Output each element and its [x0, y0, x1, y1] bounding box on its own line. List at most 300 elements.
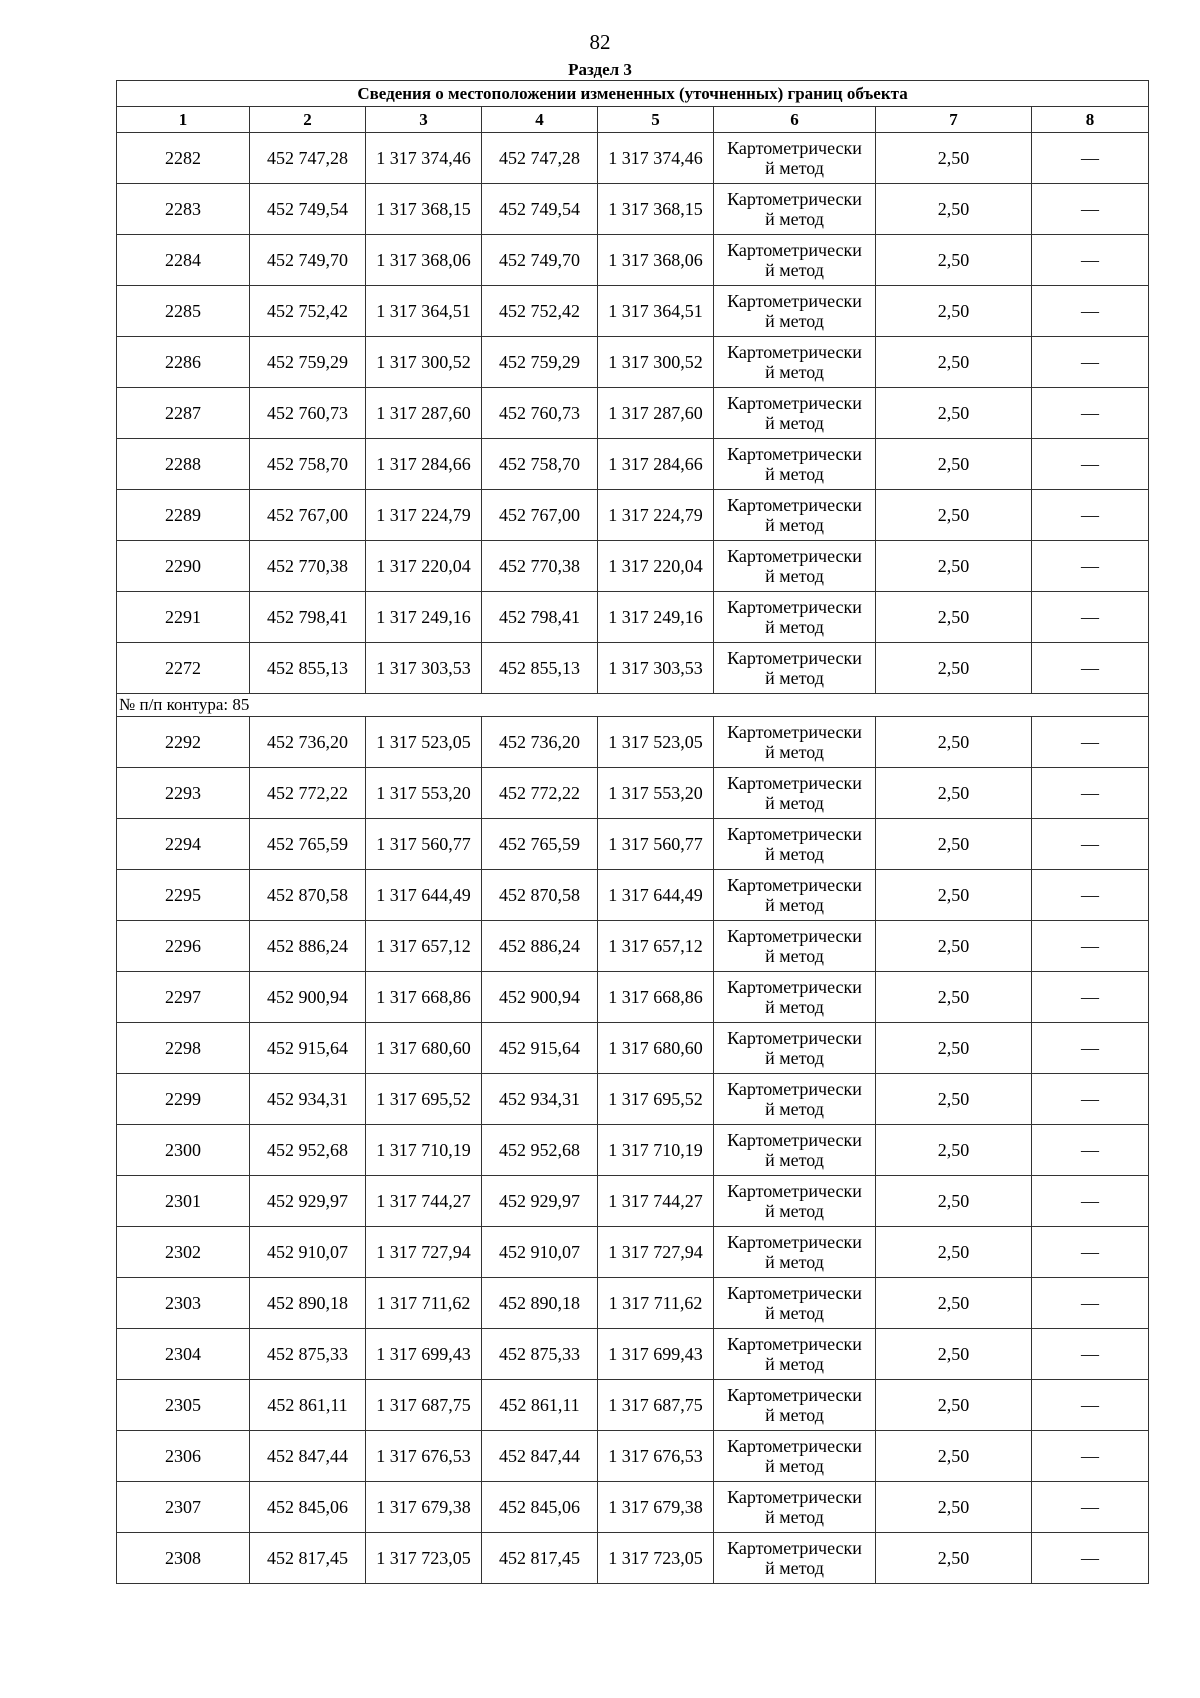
point-number-cell: 2287 [117, 388, 250, 439]
precision-cell: 2,50 [876, 1227, 1032, 1278]
x-new-cell: 452 749,70 [482, 235, 598, 286]
table-row [117, 1329, 1149, 1380]
table-row [117, 439, 1149, 490]
method-text-line2: й метод [765, 1252, 824, 1272]
y-old-cell: 1 317 368,15 [366, 184, 482, 235]
method-text-line1: Картометрически [727, 1334, 862, 1354]
table-row [117, 337, 1149, 388]
coordinates-table [116, 80, 1149, 1584]
method-text-line1: Картометрически [727, 1181, 862, 1201]
table-row [117, 921, 1149, 972]
point-number-cell: 2300 [117, 1125, 250, 1176]
table-row [117, 133, 1149, 184]
point-number-cell: 2272 [117, 643, 250, 694]
x-new-cell: 452 767,00 [482, 490, 598, 541]
description-cell: — [1032, 337, 1149, 388]
method-text-line1: Картометрически [727, 546, 862, 566]
point-number-cell: 2294 [117, 819, 250, 870]
x-old-cell: 452 845,06 [250, 1482, 366, 1533]
point-number-cell: 2306 [117, 1431, 250, 1482]
x-new-cell: 452 759,29 [482, 337, 598, 388]
point-number-cell: 2304 [117, 1329, 250, 1380]
method-text-line2: й метод [765, 1303, 824, 1323]
x-new-cell: 452 798,41 [482, 592, 598, 643]
y-old-cell: 1 317 680,60 [366, 1023, 482, 1074]
y-old-cell: 1 317 695,52 [366, 1074, 482, 1125]
table-row [117, 1023, 1149, 1074]
y-old-cell: 1 317 220,04 [366, 541, 482, 592]
y-new-cell: 1 317 284,66 [598, 439, 714, 490]
method-text-line1: Картометрически [727, 1283, 862, 1303]
method-text-line1: Картометрически [727, 1232, 862, 1252]
precision-cell: 2,50 [876, 1125, 1032, 1176]
y-new-cell: 1 317 560,77 [598, 819, 714, 870]
point-number-cell: 2305 [117, 1380, 250, 1431]
method-text-line1: Картометрически [727, 977, 862, 997]
x-new-cell: 452 758,70 [482, 439, 598, 490]
point-number-cell: 2307 [117, 1482, 250, 1533]
method-text-line2: й метод [765, 158, 824, 178]
method-cell [714, 972, 876, 1023]
y-new-cell: 1 317 303,53 [598, 643, 714, 694]
y-new-cell: 1 317 680,60 [598, 1023, 714, 1074]
x-old-cell: 452 886,24 [250, 921, 366, 972]
table-row [117, 1533, 1149, 1584]
method-text-line2: й метод [765, 1048, 824, 1068]
table-row [117, 286, 1149, 337]
description-cell: — [1032, 870, 1149, 921]
x-old-cell: 452 772,22 [250, 768, 366, 819]
precision-cell: 2,50 [876, 717, 1032, 768]
precision-cell: 2,50 [876, 643, 1032, 694]
description-cell: — [1032, 717, 1149, 768]
method-cell [714, 184, 876, 235]
method-cell [714, 1227, 876, 1278]
description-cell: — [1032, 1176, 1149, 1227]
x-old-cell: 452 758,70 [250, 439, 366, 490]
table-row [117, 1125, 1149, 1176]
point-number-cell: 2285 [117, 286, 250, 337]
method-text-line2: й метод [765, 566, 824, 586]
y-old-cell: 1 317 676,53 [366, 1431, 482, 1482]
table-caption-row [117, 81, 1149, 107]
method-cell [714, 870, 876, 921]
x-old-cell: 452 861,11 [250, 1380, 366, 1431]
method-text-line1: Картометрически [727, 240, 862, 260]
method-cell [714, 1380, 876, 1431]
point-number-cell: 2292 [117, 717, 250, 768]
y-new-cell: 1 317 300,52 [598, 337, 714, 388]
table-row [117, 643, 1149, 694]
description-cell: — [1032, 133, 1149, 184]
y-new-cell: 1 317 710,19 [598, 1125, 714, 1176]
method-text-line2: й метод [765, 895, 824, 915]
method-cell [714, 337, 876, 388]
point-number-cell: 2286 [117, 337, 250, 388]
table-row [117, 388, 1149, 439]
point-number-cell: 2293 [117, 768, 250, 819]
table-row [117, 870, 1149, 921]
method-text-line1: Картометрически [727, 1385, 862, 1405]
precision-cell: 2,50 [876, 921, 1032, 972]
table-row [117, 768, 1149, 819]
x-old-cell: 452 749,70 [250, 235, 366, 286]
contour-label: № п/п контура: 85 [117, 694, 1149, 717]
precision-cell: 2,50 [876, 133, 1032, 184]
method-text-line1: Картометрически [727, 648, 862, 668]
method-cell [714, 286, 876, 337]
x-new-cell: 452 765,59 [482, 819, 598, 870]
y-new-cell: 1 317 723,05 [598, 1533, 714, 1584]
method-cell [714, 1431, 876, 1482]
y-old-cell: 1 317 727,94 [366, 1227, 482, 1278]
description-cell: — [1032, 184, 1149, 235]
y-new-cell: 1 317 368,15 [598, 184, 714, 235]
description-cell: — [1032, 1380, 1149, 1431]
method-cell [714, 1482, 876, 1533]
table-row [117, 819, 1149, 870]
method-cell [714, 235, 876, 286]
x-old-cell: 452 952,68 [250, 1125, 366, 1176]
precision-cell: 2,50 [876, 541, 1032, 592]
column-number: 2 [250, 107, 366, 133]
y-old-cell: 1 317 687,75 [366, 1380, 482, 1431]
y-old-cell: 1 317 553,20 [366, 768, 482, 819]
method-text-line1: Картометрически [727, 1538, 862, 1558]
description-cell: — [1032, 286, 1149, 337]
precision-cell: 2,50 [876, 870, 1032, 921]
point-number-cell: 2302 [117, 1227, 250, 1278]
method-cell [714, 819, 876, 870]
point-number-cell: 2283 [117, 184, 250, 235]
method-cell [714, 1125, 876, 1176]
table-row [117, 1278, 1149, 1329]
y-old-cell: 1 317 224,79 [366, 490, 482, 541]
precision-cell: 2,50 [876, 184, 1032, 235]
precision-cell: 2,50 [876, 819, 1032, 870]
y-old-cell: 1 317 679,38 [366, 1482, 482, 1533]
table-row [117, 1482, 1149, 1533]
point-number-cell: 2303 [117, 1278, 250, 1329]
precision-cell: 2,50 [876, 768, 1032, 819]
point-number-cell: 2308 [117, 1533, 250, 1584]
y-old-cell: 1 317 744,27 [366, 1176, 482, 1227]
y-new-cell: 1 317 553,20 [598, 768, 714, 819]
precision-cell: 2,50 [876, 1278, 1032, 1329]
x-new-cell: 452 915,64 [482, 1023, 598, 1074]
x-old-cell: 452 900,94 [250, 972, 366, 1023]
precision-cell: 2,50 [876, 337, 1032, 388]
precision-cell: 2,50 [876, 1176, 1032, 1227]
method-cell [714, 1278, 876, 1329]
method-text-line2: й метод [765, 793, 824, 813]
method-text-line2: й метод [765, 742, 824, 762]
table-row [117, 184, 1149, 235]
method-text-line2: й метод [765, 1150, 824, 1170]
y-new-cell: 1 317 364,51 [598, 286, 714, 337]
table-caption: Сведения о местоположении измененных (уточненных) границ объекта [117, 81, 1149, 107]
column-number: 6 [714, 107, 876, 133]
x-old-cell: 452 765,59 [250, 819, 366, 870]
point-number-cell: 2284 [117, 235, 250, 286]
point-number-cell: 2296 [117, 921, 250, 972]
method-text-line1: Картометрически [727, 1130, 862, 1150]
y-old-cell: 1 317 364,51 [366, 286, 482, 337]
x-old-cell: 452 890,18 [250, 1278, 366, 1329]
method-text-line2: й метод [765, 1507, 824, 1527]
method-cell [714, 1533, 876, 1584]
method-cell [714, 717, 876, 768]
x-new-cell: 452 770,38 [482, 541, 598, 592]
point-number-cell: 2301 [117, 1176, 250, 1227]
description-cell: — [1032, 1329, 1149, 1380]
x-old-cell: 452 934,31 [250, 1074, 366, 1125]
y-new-cell: 1 317 368,06 [598, 235, 714, 286]
y-new-cell: 1 317 695,52 [598, 1074, 714, 1125]
x-old-cell: 452 798,41 [250, 592, 366, 643]
method-text-line1: Картометрически [727, 444, 862, 464]
column-number: 3 [366, 107, 482, 133]
point-number-cell: 2289 [117, 490, 250, 541]
method-text-line2: й метод [765, 1558, 824, 1578]
x-old-cell: 452 747,28 [250, 133, 366, 184]
description-cell: — [1032, 388, 1149, 439]
x-new-cell: 452 752,42 [482, 286, 598, 337]
description-cell: — [1032, 819, 1149, 870]
x-new-cell: 452 772,22 [482, 768, 598, 819]
x-new-cell: 452 760,73 [482, 388, 598, 439]
method-cell [714, 1176, 876, 1227]
point-number-cell: 2288 [117, 439, 250, 490]
method-text-line1: Картометрически [727, 495, 862, 515]
y-old-cell: 1 317 374,46 [366, 133, 482, 184]
table-row [117, 1176, 1149, 1227]
precision-cell: 2,50 [876, 592, 1032, 643]
y-new-cell: 1 317 220,04 [598, 541, 714, 592]
x-new-cell: 452 875,33 [482, 1329, 598, 1380]
table-row [117, 1380, 1149, 1431]
method-text-line2: й метод [765, 1456, 824, 1476]
description-cell: — [1032, 972, 1149, 1023]
precision-cell: 2,50 [876, 1023, 1032, 1074]
method-text-line1: Картометрически [727, 1487, 862, 1507]
y-new-cell: 1 317 523,05 [598, 717, 714, 768]
column-number: 7 [876, 107, 1032, 133]
table-row [117, 972, 1149, 1023]
y-new-cell: 1 317 679,38 [598, 1482, 714, 1533]
method-text-line2: й метод [765, 617, 824, 637]
method-cell [714, 388, 876, 439]
method-text-line2: й метод [765, 844, 824, 864]
contour-label-row [117, 694, 1149, 717]
y-new-cell: 1 317 374,46 [598, 133, 714, 184]
point-number-cell: 2299 [117, 1074, 250, 1125]
x-new-cell: 452 845,06 [482, 1482, 598, 1533]
x-old-cell: 452 910,07 [250, 1227, 366, 1278]
method-text-line1: Картометрически [727, 393, 862, 413]
precision-cell: 2,50 [876, 235, 1032, 286]
point-number-cell: 2282 [117, 133, 250, 184]
y-old-cell: 1 317 300,52 [366, 337, 482, 388]
point-number-cell: 2290 [117, 541, 250, 592]
method-cell [714, 541, 876, 592]
x-old-cell: 452 767,00 [250, 490, 366, 541]
y-new-cell: 1 317 744,27 [598, 1176, 714, 1227]
table-row [117, 490, 1149, 541]
x-new-cell: 452 890,18 [482, 1278, 598, 1329]
table-row [117, 1227, 1149, 1278]
method-text-line2: й метод [765, 668, 824, 688]
description-cell: — [1032, 490, 1149, 541]
precision-cell: 2,50 [876, 1329, 1032, 1380]
y-new-cell: 1 317 687,75 [598, 1380, 714, 1431]
point-number-cell: 2295 [117, 870, 250, 921]
x-old-cell: 452 875,33 [250, 1329, 366, 1380]
description-cell: — [1032, 1023, 1149, 1074]
method-cell [714, 133, 876, 184]
y-old-cell: 1 317 523,05 [366, 717, 482, 768]
x-old-cell: 452 752,42 [250, 286, 366, 337]
x-new-cell: 452 870,58 [482, 870, 598, 921]
x-old-cell: 452 749,54 [250, 184, 366, 235]
method-cell [714, 921, 876, 972]
method-cell [714, 1329, 876, 1380]
method-text-line2: й метод [765, 362, 824, 382]
description-cell: — [1032, 1533, 1149, 1584]
description-cell: — [1032, 1431, 1149, 1482]
method-text-line1: Картометрически [727, 1436, 862, 1456]
y-new-cell: 1 317 657,12 [598, 921, 714, 972]
y-new-cell: 1 317 676,53 [598, 1431, 714, 1482]
column-number: 8 [1032, 107, 1149, 133]
method-text-line2: й метод [765, 1405, 824, 1425]
method-text-line2: й метод [765, 946, 824, 966]
y-old-cell: 1 317 699,43 [366, 1329, 482, 1380]
y-old-cell: 1 317 657,12 [366, 921, 482, 972]
table-row [117, 1431, 1149, 1482]
method-text-line2: й метод [765, 209, 824, 229]
precision-cell: 2,50 [876, 1074, 1032, 1125]
table-row [117, 235, 1149, 286]
method-text-line1: Картометрически [727, 1079, 862, 1099]
x-old-cell: 452 870,58 [250, 870, 366, 921]
section-title: Раздел 3 [568, 60, 632, 79]
x-old-cell: 452 759,29 [250, 337, 366, 388]
x-new-cell: 452 886,24 [482, 921, 598, 972]
method-text-line2: й метод [765, 515, 824, 535]
x-old-cell: 452 847,44 [250, 1431, 366, 1482]
description-cell: — [1032, 643, 1149, 694]
y-new-cell: 1 317 711,62 [598, 1278, 714, 1329]
x-old-cell: 452 760,73 [250, 388, 366, 439]
precision-cell: 2,50 [876, 1482, 1032, 1533]
y-old-cell: 1 317 710,19 [366, 1125, 482, 1176]
method-text-line2: й метод [765, 260, 824, 280]
x-new-cell: 452 747,28 [482, 133, 598, 184]
x-new-cell: 452 736,20 [482, 717, 598, 768]
precision-cell: 2,50 [876, 972, 1032, 1023]
method-text-line1: Картометрически [727, 342, 862, 362]
table-row [117, 541, 1149, 592]
method-text-line2: й метод [765, 413, 824, 433]
method-text-line2: й метод [765, 1201, 824, 1221]
y-old-cell: 1 317 287,60 [366, 388, 482, 439]
method-cell [714, 490, 876, 541]
x-new-cell: 452 749,54 [482, 184, 598, 235]
method-text-line1: Картометрически [727, 138, 862, 158]
description-cell: — [1032, 768, 1149, 819]
y-old-cell: 1 317 668,86 [366, 972, 482, 1023]
y-old-cell: 1 317 560,77 [366, 819, 482, 870]
method-text-line1: Картометрически [727, 597, 862, 617]
x-old-cell: 452 736,20 [250, 717, 366, 768]
description-cell: — [1032, 541, 1149, 592]
method-text-line1: Картометрически [727, 875, 862, 895]
precision-cell: 2,50 [876, 1380, 1032, 1431]
precision-cell: 2,50 [876, 1431, 1032, 1482]
y-old-cell: 1 317 723,05 [366, 1533, 482, 1584]
method-cell [714, 592, 876, 643]
y-old-cell: 1 317 644,49 [366, 870, 482, 921]
y-old-cell: 1 317 711,62 [366, 1278, 482, 1329]
method-text-line1: Картометрически [727, 824, 862, 844]
y-new-cell: 1 317 224,79 [598, 490, 714, 541]
description-cell: — [1032, 1278, 1149, 1329]
table-row [117, 592, 1149, 643]
method-text-line2: й метод [765, 311, 824, 331]
y-new-cell: 1 317 287,60 [598, 388, 714, 439]
x-new-cell: 452 934,31 [482, 1074, 598, 1125]
column-number-row [117, 107, 1149, 133]
method-cell [714, 439, 876, 490]
precision-cell: 2,50 [876, 286, 1032, 337]
precision-cell: 2,50 [876, 490, 1032, 541]
column-number: 5 [598, 107, 714, 133]
x-new-cell: 452 929,97 [482, 1176, 598, 1227]
y-old-cell: 1 317 303,53 [366, 643, 482, 694]
precision-cell: 2,50 [876, 439, 1032, 490]
point-number-cell: 2291 [117, 592, 250, 643]
method-text-line2: й метод [765, 1354, 824, 1374]
method-cell [714, 1074, 876, 1125]
method-text-line1: Картометрически [727, 926, 862, 946]
y-old-cell: 1 317 368,06 [366, 235, 482, 286]
x-new-cell: 452 952,68 [482, 1125, 598, 1176]
method-cell [714, 643, 876, 694]
description-cell: — [1032, 1482, 1149, 1533]
method-text-line1: Картометрически [727, 722, 862, 742]
description-cell: — [1032, 921, 1149, 972]
precision-cell: 2,50 [876, 388, 1032, 439]
y-old-cell: 1 317 249,16 [366, 592, 482, 643]
x-old-cell: 452 915,64 [250, 1023, 366, 1074]
point-number-cell: 2298 [117, 1023, 250, 1074]
y-new-cell: 1 317 644,49 [598, 870, 714, 921]
method-text-line1: Картометрически [727, 773, 862, 793]
x-old-cell: 452 770,38 [250, 541, 366, 592]
method-text-line2: й метод [765, 997, 824, 1017]
x-new-cell: 452 900,94 [482, 972, 598, 1023]
y-old-cell: 1 317 284,66 [366, 439, 482, 490]
method-cell [714, 1023, 876, 1074]
x-old-cell: 452 817,45 [250, 1533, 366, 1584]
precision-cell: 2,50 [876, 1533, 1032, 1584]
column-number: 4 [482, 107, 598, 133]
description-cell: — [1032, 1074, 1149, 1125]
method-text-line2: й метод [765, 1099, 824, 1119]
table-row [117, 1074, 1149, 1125]
method-text-line1: Картометрически [727, 291, 862, 311]
